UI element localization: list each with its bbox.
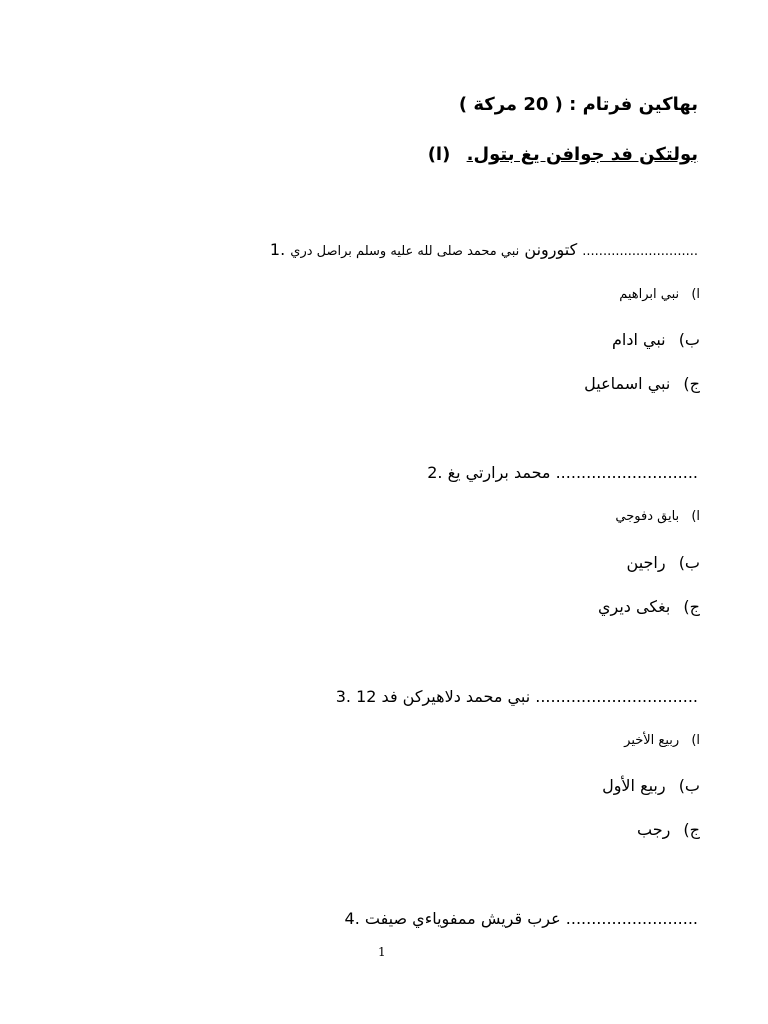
option-letter: ا) <box>691 287 700 302</box>
option-1b <box>612 332 700 348</box>
option-letter: ج) <box>683 374 700 393</box>
option-letter: ج) <box>683 597 700 616</box>
option-text: رجب <box>637 820 671 839</box>
question-number: 1. <box>269 240 286 259</box>
option-text: ربيع الأول <box>602 776 666 795</box>
option-text: نبي ادام <box>611 330 666 349</box>
option-text: ربيع الأخير <box>624 733 680 748</box>
option-text: نبي ابراهيم <box>619 287 680 302</box>
option-letter: ج) <box>683 820 700 839</box>
answer-blank: ............................ <box>555 463 698 482</box>
question-4 <box>345 911 698 927</box>
option-letter: ب) <box>678 776 700 795</box>
option-3c <box>637 822 700 838</box>
instruction-text: بولتكن فد جوافن يغ بتول. <box>466 144 698 165</box>
answer-blank: .......................... <box>565 909 698 928</box>
option-2a <box>615 510 700 523</box>
answer-blank: ................................ <box>535 687 698 706</box>
question-text: نبي محمد دلاهيرکن فد <box>381 687 531 706</box>
question-text-small: نبي محمد صلى لله عليه وسلم براصل دري <box>290 244 520 259</box>
question-number: 4. <box>344 909 360 928</box>
option-1c <box>584 376 700 392</box>
question-text: عرب قريش ممفوياءي صيفت <box>364 909 561 928</box>
question-2 <box>427 465 698 481</box>
instruction-marker: (ا) <box>427 144 451 165</box>
option-text: راجين <box>626 553 666 572</box>
option-3b <box>602 778 700 794</box>
question-text: كتورونن <box>524 240 578 259</box>
question-text: محمد برارتي يغ <box>447 463 551 482</box>
question-1 <box>270 242 698 258</box>
question-3 <box>336 689 698 705</box>
option-2c <box>598 599 700 615</box>
option-text: نبي اسماعيل <box>584 374 671 393</box>
section-title <box>459 96 698 114</box>
option-1a <box>619 288 700 301</box>
answer-blank: ............................ <box>582 244 698 259</box>
section-title-text: بهاكين فرتام : ( 20 مركة ) <box>458 94 698 115</box>
option-letter: ا) <box>691 733 700 748</box>
option-3a <box>624 734 700 747</box>
option-letter: ب) <box>678 553 700 572</box>
option-2b <box>627 555 700 571</box>
question-number: 2. <box>427 463 443 482</box>
option-letter: ب) <box>678 330 700 349</box>
page-number: 1 <box>378 945 386 959</box>
instruction <box>428 146 698 164</box>
option-text: بغکی ديري <box>597 597 671 616</box>
question-number: 3. 12 <box>335 687 377 706</box>
option-letter: ا) <box>691 509 700 524</box>
option-text: بايق دفوجي <box>615 509 680 524</box>
